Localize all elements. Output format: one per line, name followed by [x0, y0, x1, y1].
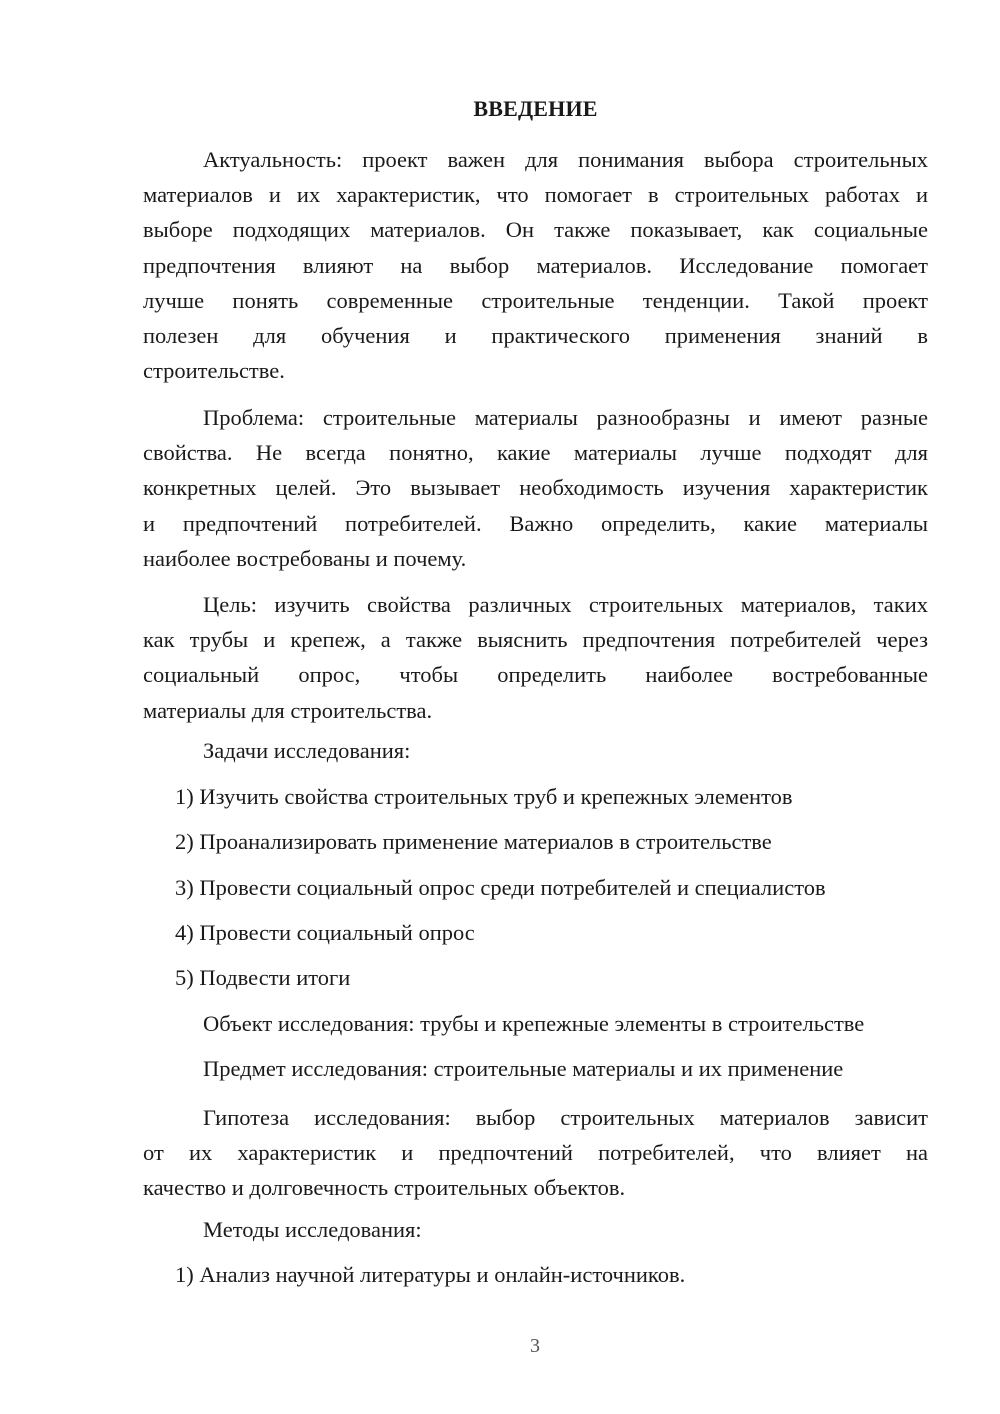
- methods-heading: Методы исследования:: [203, 1217, 422, 1242]
- text-line: полезен для обучения и практического применения знаний в: [143, 322, 928, 348]
- list-item: 5) Подвести итоги: [175, 965, 351, 990]
- research-object: Объект исследования: трубы и крепежные элементы в строительстве: [203, 1011, 865, 1036]
- text-line: качество и долговечность строительных объектов.: [143, 1175, 626, 1201]
- list-item: 1) Анализ научной литературы и онлайн-источников.: [175, 1262, 686, 1287]
- text-line: предпочтения влияют на выбор материалов. Исследование помогает: [143, 252, 928, 278]
- page-title: ВВЕДЕНИЕ: [473, 96, 598, 121]
- text-line: строительстве.: [143, 358, 285, 384]
- text-line: выборе подходящих материалов. Он также показывает, как социальные: [143, 217, 928, 243]
- list-item: 2) Проанализировать применение материалов в строительстве: [175, 829, 772, 854]
- text-line: социальный опрос, чтобы определить наиболее востребованные: [143, 662, 928, 688]
- hypothesis-paragraph: [143, 1100, 928, 1206]
- text-line: и предпочтений потребителей. Важно определить, какие материалы: [143, 510, 928, 536]
- text-line: Актуальность: проект важен для понимания выбора строительных: [203, 147, 928, 172]
- text-line: свойства. Не всегда понятно, какие материалы лучше подходят для: [143, 440, 928, 466]
- text-line: как трубы и крепеж, а также выяснить предпочтения потребителей через: [143, 627, 928, 653]
- relevance-paragraph: [143, 142, 928, 388]
- problem-paragraph: [143, 400, 928, 576]
- text-line: Цель: изучить свойства различных строительных материалов, таких: [203, 592, 928, 617]
- list-item: 3) Провести социальный опрос среди потребителей и специалистов: [175, 875, 826, 900]
- list-item: 4) Провести социальный опрос: [175, 920, 475, 945]
- tasks-heading: Задачи исследования:: [203, 738, 411, 763]
- text-line: материалов и их характеристик, что помогает в строительных работах и: [143, 182, 928, 208]
- text-line: Гипотеза исследования: выбор строительных материалов зависит: [203, 1105, 928, 1130]
- text-line: от их характеристик и предпочтений потребителей, что влияет на: [143, 1140, 928, 1166]
- text-line: конкретных целей. Это вызывает необходимость изучения характеристик: [143, 475, 928, 501]
- goal-paragraph: [143, 587, 928, 728]
- page-number: 3: [530, 1335, 540, 1357]
- text-line: Проблема: строительные материалы разнообразны и имеют разные: [203, 405, 928, 430]
- research-subject: Предмет исследования: строительные материалы и их применение: [203, 1056, 844, 1081]
- text-line: лучше понять современные строительные тенденции. Такой проект: [143, 287, 928, 313]
- text-line: материалы для строительства.: [143, 697, 433, 723]
- text-line: наиболее востребованы и почему.: [143, 545, 467, 571]
- list-item: 1) Изучить свойства строительных труб и крепежных элементов: [175, 784, 793, 809]
